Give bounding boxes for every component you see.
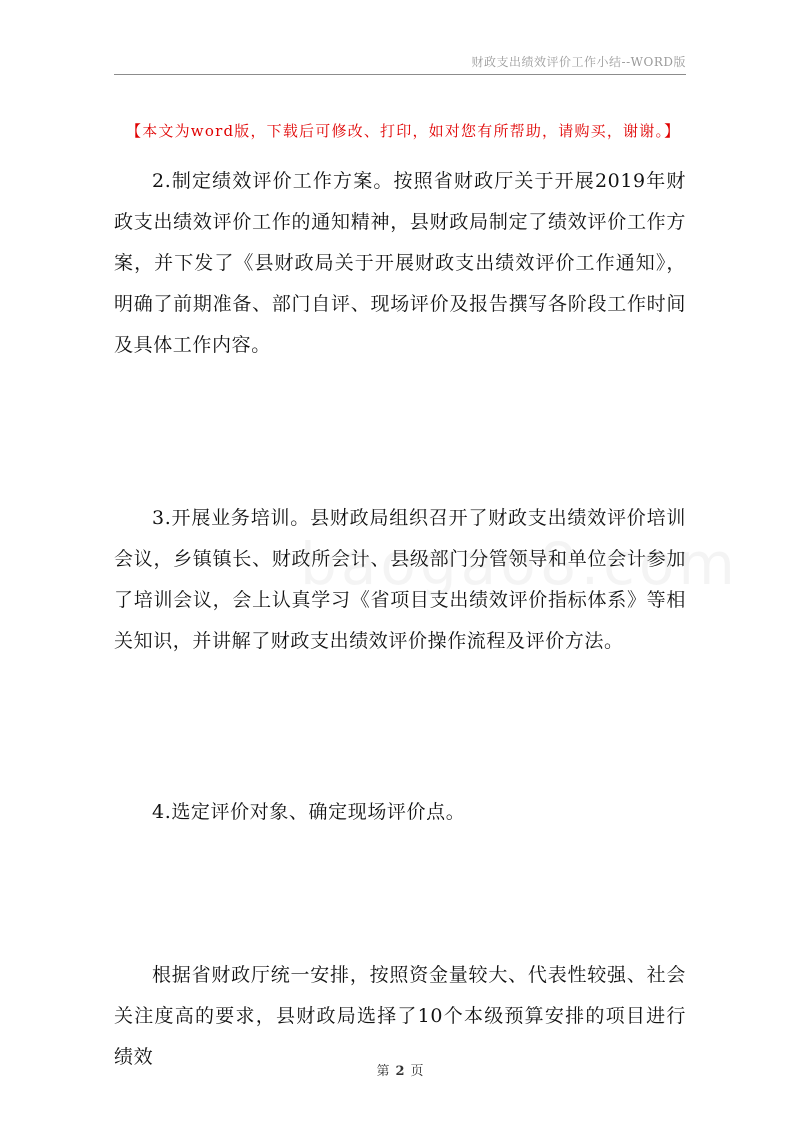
page-number-prefix: 第 (376, 1064, 390, 1079)
paragraph-basis: 根据省财政厅统一安排，按照资金量较大、代表性较强、社会关注度高的要求，县财政局选择了10个本级预算安排的项目进行绩效 (114, 964, 686, 1068)
paragraph-plan: 2.制定绩效评价工作方案。按照省财政厅关于开展2019年财政支出绩效评价工作的通知精神，县财政局制定了绩效评价工作方案，并下发了《县财政局关于开展财政支出绩效评价工作通知》，明确了前期准备、部门自评、现场评价及报告撰写各阶段工作时间及具体工作内容。 (114, 170, 686, 356)
header-divider (114, 74, 686, 75)
page-number-value: 2 (395, 1064, 405, 1079)
page-number (0, 1060, 800, 1079)
running-header: 财政支出绩效评价工作小结--WORD版 (471, 55, 686, 69)
page-number-suffix: 页 (410, 1064, 424, 1079)
paragraph-training: 3.开展业务培训。县财政局组织召开了财政支出绩效评价培训会议，乡镇镇长、财政所会计、县级部门分管领导和单位会计参加了培训会议，会上认真学习《省项目支出绩效评价指标体系》等相关知识，并讲解了财政支出绩效评价操作流程及评价方法。 (114, 507, 686, 652)
paragraph-selection: 4.选定评价对象、确定现场评价点。 (152, 801, 466, 823)
download-notice: 【本文为word版，下载后可修改、打印，如对您有所帮助，请购买，谢谢。】 (126, 122, 681, 140)
